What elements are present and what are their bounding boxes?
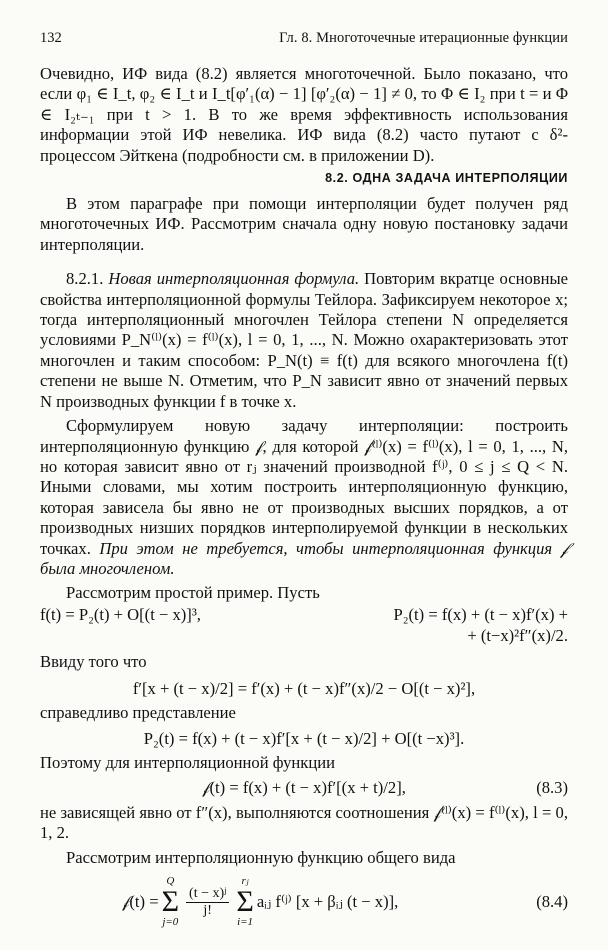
fraction-numerator: (t − x)ʲ: [186, 886, 229, 903]
formula-derivative: f′[x + (t − x)/2] = f′(x) + (t − x)f″(x)/2 − O[(t − x)²],: [132, 679, 476, 699]
formula-p2-first-line: P₂(t) = f(x) + (t − x)f′(x) +: [393, 604, 568, 624]
section-title: 8.2. ОДНА ЗАДАЧА ИНТЕРПОЛЯЦИИ: [325, 171, 568, 186]
intro-paragraph: Очевидно, ИФ вида (8.2) является многоточечной. Было показано, что если φ₁ ∈ I_t, φ₂ ∈ I_t и I_t[φ′₁(α) − 1] [φ′₂(α) − 1] ≠ 0, то Φ ∈ I₂ при t = и Φ ∈ I₂ₜ₋₁ при t > 1. В то же время эффективность использования информации этой ИФ невелика. ИФ вида (8.2) часто путают с δ²-процессом Эйткена (подробности см. в приложении D).: [40, 64, 568, 165]
page-header: [40, 30, 568, 47]
valid-text: справедливо представление: [40, 703, 236, 723]
formula-p2-representation: P₂(t) = f(x) + (t − x)f′[x + (t − x)/2] + O[(t −x)³].: [143, 728, 465, 748]
formula-8-3: 𝒻(t) = f(x) + (t − x)f′[(x + t)/2],: [202, 777, 406, 797]
general-text: Рассмотрим интерполяционную функцию общего вида: [66, 847, 456, 867]
example-intro: Рассмотрим простой пример. Пусть: [66, 583, 320, 603]
subsection-title: Новая интерполяционная формула.: [108, 269, 360, 289]
equation-8-3: [40, 777, 568, 799]
formula-f: f(t) = P₂(t) + O[(t − x)]³,: [40, 604, 201, 624]
relations-text: не зависящей явно от f″(x), выполняются соотношения 𝒻⁽ˡ⁾(x) = f⁽ˡ⁾(x), l = 0, 1, 2.: [40, 802, 568, 843]
fraction-denominator: j!: [203, 902, 212, 918]
subsection-text: Повторим вкратце основные свойства интерполяционной формулы Тейлора. Зафиксируем некоторое x; тогда интерполяционный многочлен Тейлора степени N определяется условиями P_N⁽ˡ⁾(x) = f⁽ˡ⁾(x), l = 0, 1, ..., N. Можно охарактеризовать этот многочлен и таким способом: P_N(t) ≡ f(t) для всякого многочлена f(t) степени не выше N. Отметим, что P_N зависит явно от значений первых N производных функции f в точке x.: [40, 269, 568, 411]
problem-text: Сформулируем новую задачу интерполяции: построить интерполяционную функцию 𝒻, для которой 𝒻⁽ˡ⁾(x) = f⁽ˡ⁾(x), l = 0, 1, ..., N, но которая зависит явно от rⱼ значений производной f⁽ʲ⁾, 0 ≤ j ≤ Q < N. Иными словами, мы хотим построить интерполяционную функцию, которая зависела бы явно не от производных высших порядков, а от производных низших порядков интерполируемой функции в нескольких точках.: [40, 416, 568, 558]
running-title: Гл. 8. Многоточечные итерационные функции: [279, 30, 568, 46]
sigma-symbol: Σ: [161, 885, 180, 919]
equation-number-8-4: (8.4): [536, 892, 568, 912]
therefore-text: Поэтому для интерполяционной функции: [40, 752, 335, 772]
equation-number-8-3: (8.3): [536, 777, 568, 797]
problem-paragraph: [40, 416, 568, 579]
formula-8-4-lhs: 𝒻(t) =: [122, 892, 159, 912]
sum-i-lower-limit: i=1: [237, 916, 254, 929]
sum-over-i: [236, 876, 253, 928]
sigma-symbol: Σ: [236, 885, 254, 919]
formula-p2-second-line: + (t−x)²f″(x)/2.: [467, 625, 568, 645]
formula-f-p2: [40, 604, 568, 625]
page-number: 132: [40, 30, 62, 46]
sum-j-lower-limit: j=0: [162, 916, 179, 929]
subsection-paragraph: [40, 269, 568, 412]
subsection-number: 8.2.1.: [66, 269, 104, 289]
sum-over-j: [162, 876, 179, 928]
since-text: Ввиду того что: [40, 651, 147, 671]
formula-8-4: [40, 876, 398, 928]
section-intro: В этом параграфе при помощи интерполяции будет получен ряд многоточечных ИФ. Рассмотрим сначала одну новую постановку задачи интерполяции.: [40, 194, 568, 254]
sum-i-upper-limit: rⱼ: [241, 875, 249, 888]
problem-italic-text: При этом не требуется, чтобы интерполяционная функция 𝒻 была многочленом.: [40, 538, 568, 578]
equation-8-4: [40, 876, 568, 928]
sum-j-upper-limit: Q: [166, 875, 175, 888]
fraction: [186, 886, 229, 919]
formula-8-4-body: aᵢⱼ f⁽ʲ⁾ [x + βᵢⱼ (t − x)],: [256, 892, 399, 912]
